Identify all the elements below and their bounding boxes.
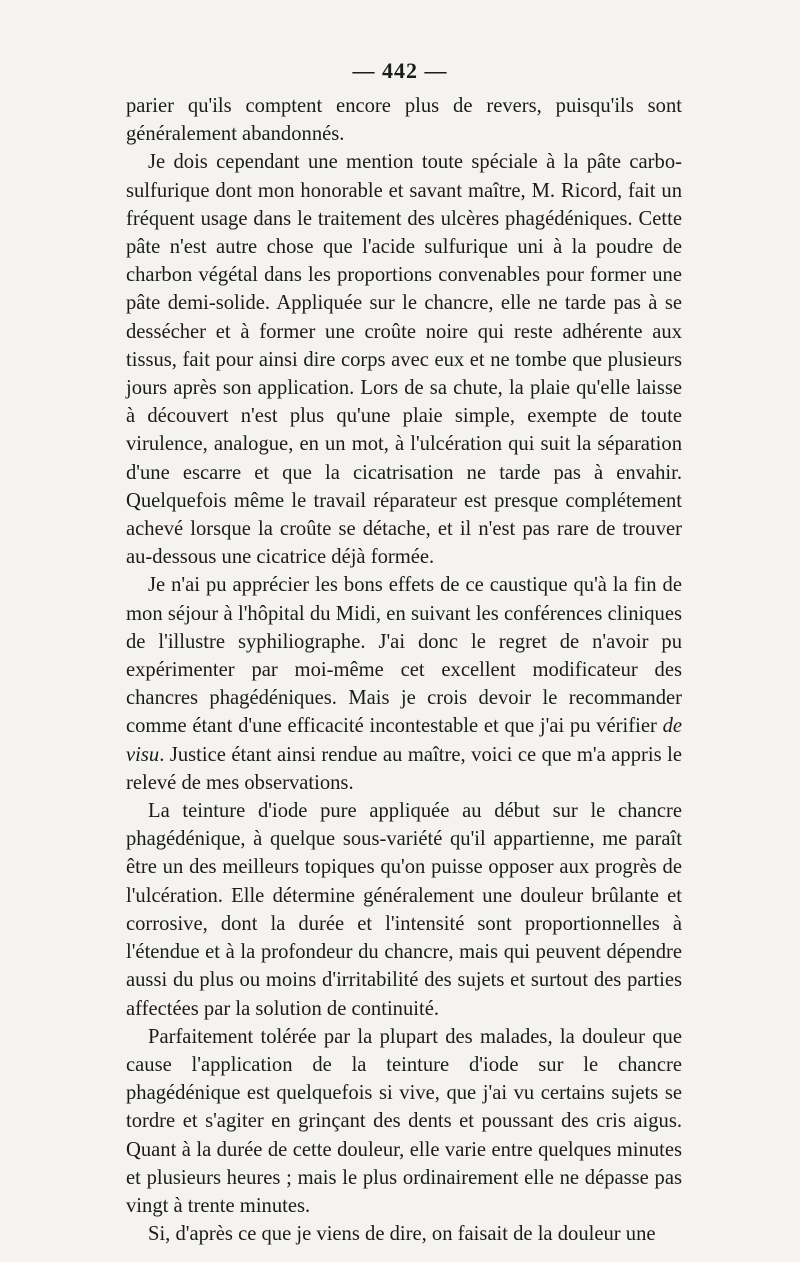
paragraph-3-text-b: . Justice étant ainsi rendue au maître, voici ce que m'a appris le relevé de mes observations. xyxy=(126,743,682,794)
paragraph-2: Je dois cependant une mention toute spéciale à la pâte carbo-sulfurique dont mon honorable et savant maître, M. Ricord, fait un fréquent usage dans le traitement des ulcères phagédéniques. Cette pâte n'est autre chose que l'acide sulfurique uni à la poudre de charbon végétal dans les proportions convenables pour former une pâte demi-solide. Appliquée sur le chancre, elle ne tarde pas à se dessécher et à former une croûte noire qui reste adhérente aux tissus, fait pour ainsi dire corps avec eux et ne tombe que plusieurs jours après son application. Lors de sa chute, la plaie qu'elle laisse à découvert n'est plus qu'une plaie simple, exempte de toute virulence, analogue, en un mot, à l'ulcération qui suit la séparation d'une escarre et que la cicatrisation ne tarde pas à envahir. Quelquefois même le travail réparateur est presque complétement achevé lorsque la croûte se détache, et il n'est pas rare de trouver au-dessous une cicatrice déjà formée. xyxy=(126,151,682,569)
paragraph-4: La teinture d'iode pure appliquée au début sur le chancre phagédénique, à quelque sous-variété qu'il appartienne, me paraît être un des meilleurs topiques qu'on puisse opposer aux progrès de l'ulcération. Elle détermine généralement une douleur brûlante et corrosive, dont la durée et l'intensité sont proportionnelles à l'étendue et à la profondeur du chancre, mais qui peuvent dépendre aussi du plus ou moins d'irritabilité des sujets et surtout des parties affectées par la solution de continuité. xyxy=(126,800,682,1020)
paragraph-1: parier qu'ils comptent encore plus de revers, puisqu'ils sont généralement abandonnés. xyxy=(126,95,682,146)
paragraph-3-text-a: Je n'ai pu apprécier les bons effets de ce caustique qu'à la fin de mon séjour à l'hôpital du Midi, en suivant les conférences cliniques de l'illustre syphiliographe. J'ai donc le regret de n'avoir pu expérimenter par moi-même cet excellent modificateur des chancres phagédéniques. Mais je crois devoir le recommander comme étant d'une efficacité incontestable et que j'ai pu vérifier xyxy=(126,574,682,738)
paragraph-6: Si, d'après ce que je viens de dire, on faisait de la douleur une xyxy=(148,1223,656,1246)
page-number: — 442 — xyxy=(352,58,448,83)
paragraph-5: Parfaitement tolérée par la plupart des malades, la douleur que cause l'application de la teinture d'iode sur le chancre phagédénique est quelquefois si vive, que j'ai vu certains sujets se tordre et s'agiter en grinçant des dents et poussant des cris aigus. Quant à la durée de cette douleur, elle varie entre quelques minutes et plusieurs heures ; mais le plus ordinairement elle ne dépasse pas vingt à trente minutes. xyxy=(126,1025,682,1217)
paragraph-3 xyxy=(126,571,682,797)
body-text xyxy=(126,92,682,1248)
paragraph-3-italic: de visu xyxy=(126,715,682,766)
